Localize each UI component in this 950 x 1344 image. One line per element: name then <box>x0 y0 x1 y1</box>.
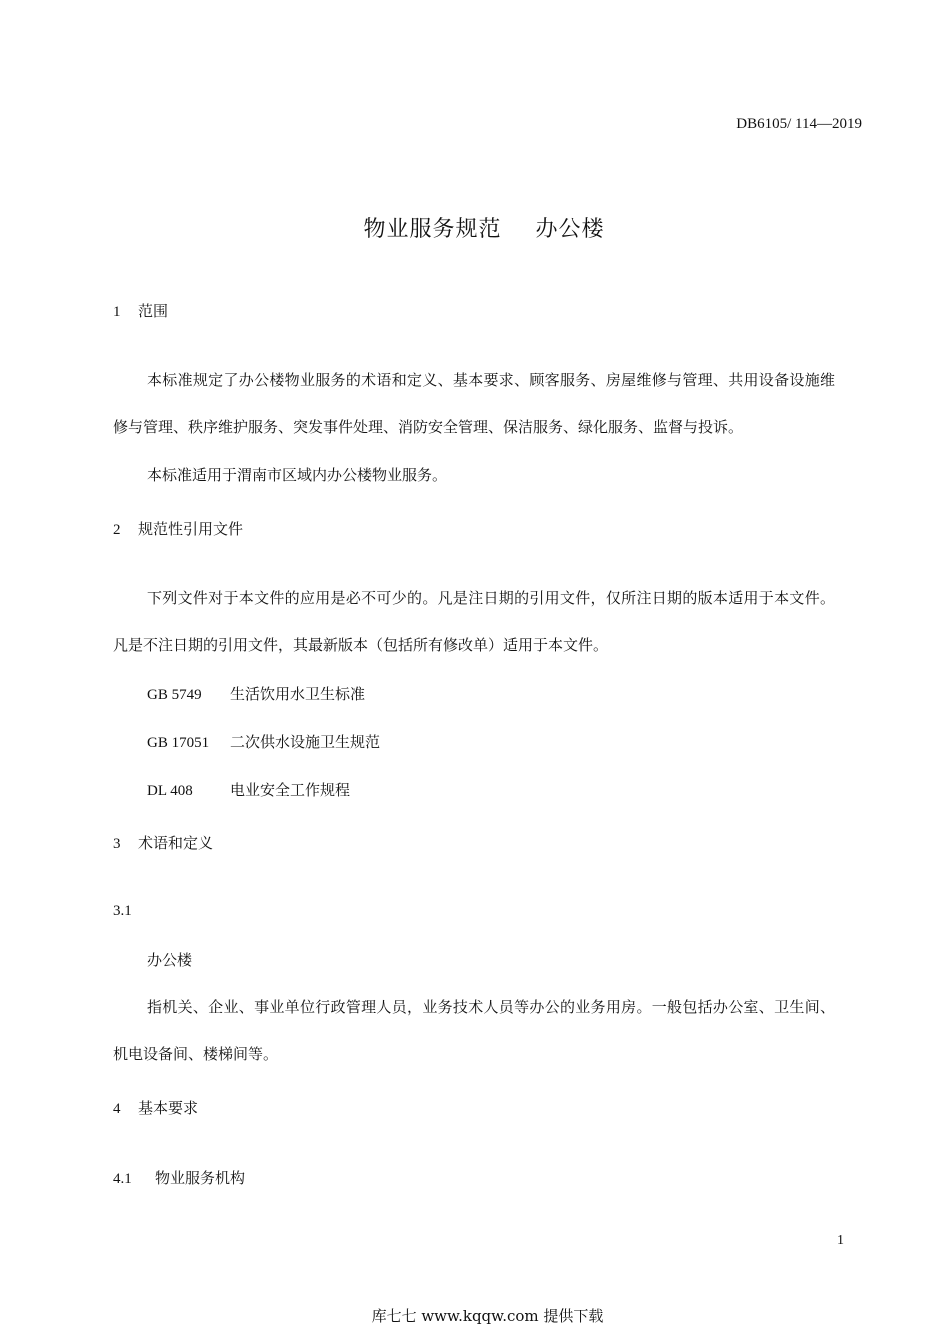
reference-code: DL 408 <box>147 783 193 799</box>
references-intro-paragraph: 下列文件对于本文件的应用是必不可少的。凡是注日期的引用文件，仅所注日期的版本适用于本文件。凡是不注日期的引用文件，其最新版本（包括所有修改单）适用于本文件。 <box>113 589 835 654</box>
section-2-heading <box>113 518 243 539</box>
section-3-heading <box>113 832 213 853</box>
section-4-heading <box>113 1097 198 1118</box>
section-number: 4 <box>113 1101 121 1117</box>
subsection-number: 3.1 <box>113 903 132 919</box>
reference-item <box>147 731 380 752</box>
reference-code: GB 5749 <box>147 687 202 703</box>
page-number: 1 <box>837 1233 844 1248</box>
section-number: 2 <box>113 522 121 538</box>
term-name: 办公楼 <box>147 951 193 969</box>
reference-name: 生活饮用水卫生标准 <box>230 685 366 703</box>
section-title: 范围 <box>138 302 169 320</box>
subsection-3-1-heading <box>113 901 132 920</box>
section-title: 规范性引用文件 <box>138 520 244 538</box>
document-title <box>0 212 950 243</box>
scope-paragraph-1: 本标准规定了办公楼物业服务的术语和定义、基本要求、顾客服务、房屋维修与管理、共用设备设施维修与管理、秩序维护服务、突发事件处理、消防安全管理、保洁服务、绿化服务、监督与投诉。 <box>113 371 835 436</box>
section-title: 基本要求 <box>138 1099 199 1117</box>
reference-item <box>147 683 365 704</box>
subsection-number: 4.1 <box>113 1171 132 1187</box>
term-definition: 指机关、企业、事业单位行政管理人员，业务技术人员等办公的业务用房。一般包括办公室、卫生间、机电设备间、楼梯间等。 <box>113 998 835 1063</box>
section-number: 3 <box>113 836 121 852</box>
section-1-heading <box>113 300 168 321</box>
subsection-4-1-heading <box>113 1167 245 1188</box>
section-number: 1 <box>113 304 121 320</box>
subsection-title: 物业服务机构 <box>155 1169 246 1187</box>
title-part-2: 办公楼 <box>535 217 605 242</box>
reference-code: GB 17051 <box>147 735 210 751</box>
reference-name: 电业安全工作规程 <box>230 781 351 799</box>
scope-paragraph-2: 本标准适用于渭南市区域内办公楼物业服务。 <box>147 466 448 484</box>
standard-code: DB6105/ 114—2019 <box>736 116 862 132</box>
reference-name: 二次供水设施卫生规范 <box>230 733 381 751</box>
title-part-1: 物业服务规范 <box>363 217 502 242</box>
reference-item <box>147 779 350 800</box>
download-footer: 库七七 www.kqqw.com 提供下载 <box>371 1307 604 1325</box>
section-title: 术语和定义 <box>138 834 214 852</box>
